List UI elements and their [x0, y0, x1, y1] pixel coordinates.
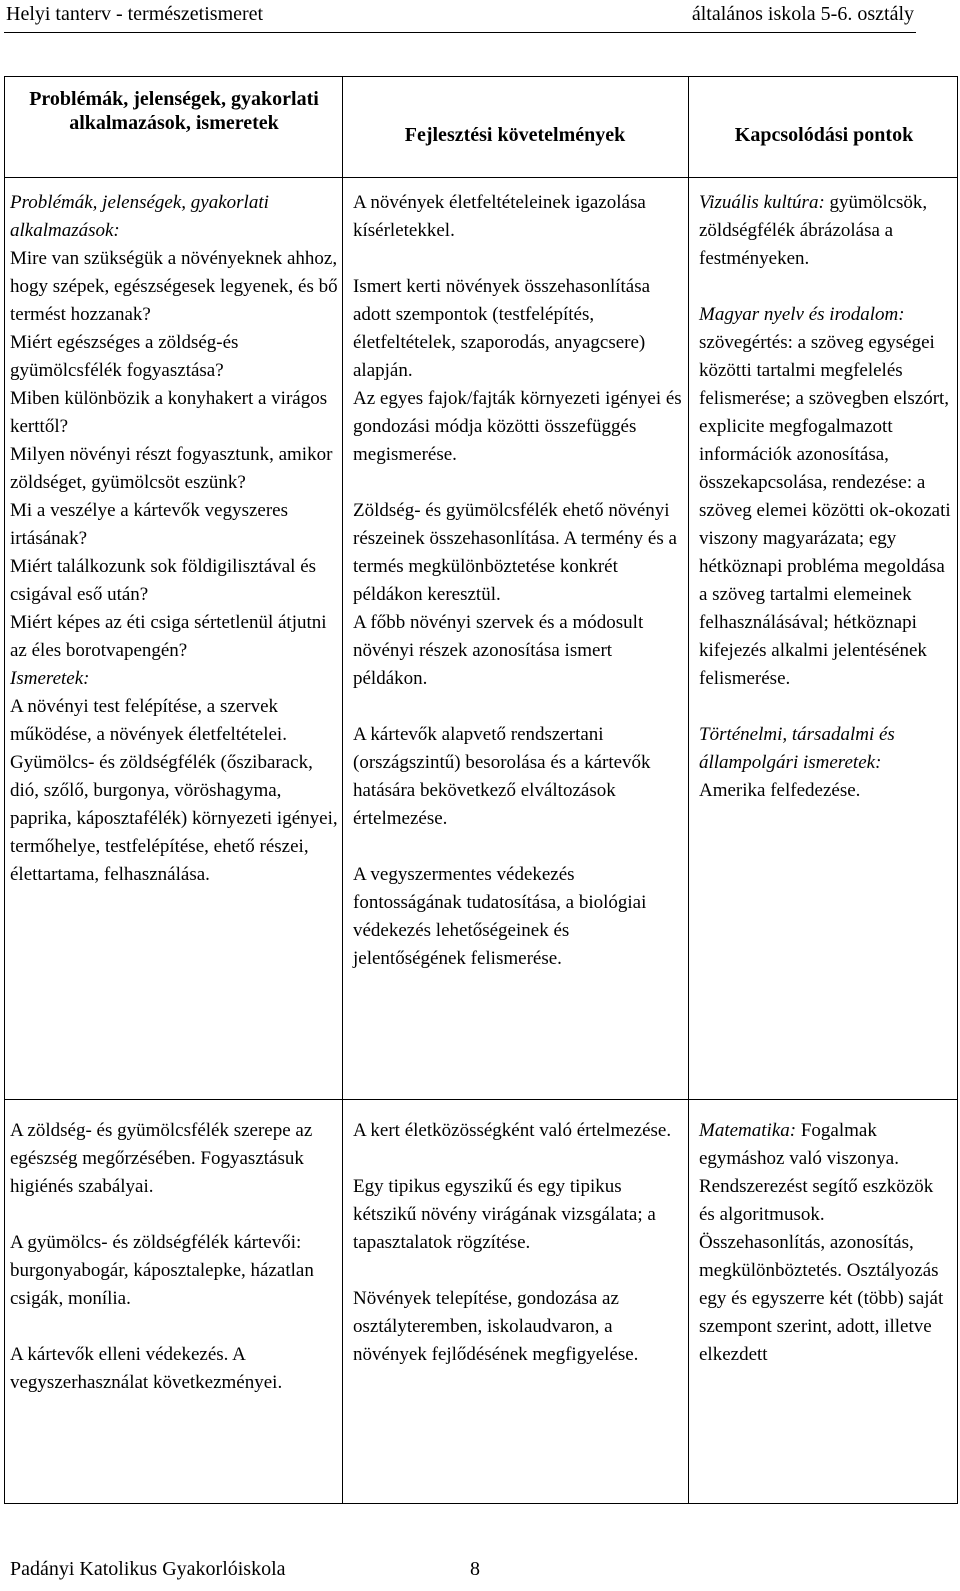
- question-5: Mi a veszélye a kártevők vegyszeres irtásának?: [10, 500, 289, 549]
- question-2: Miért egészséges a zöldség-és gyümölcsfélék fogyasztása?: [10, 332, 239, 381]
- header-rule: [4, 32, 916, 33]
- question-1: Mire van szükségük a növényeknek ahhoz, hogy szépek, egészségesek legyenek, és bő termést hozzanak?: [10, 248, 338, 325]
- page-number: 8: [470, 1558, 480, 1580]
- requirements-cell: [353, 189, 683, 973]
- math-label: Matematika:: [699, 1120, 797, 1141]
- requirement-3: Az egyes fajok/fajták környezeti igényei és gondozási módja közötti összefüggés megismerése.: [353, 388, 682, 465]
- problems-cell: [10, 189, 340, 889]
- question-6: Miért találkozunk sok földigilisztával és csigával eső után?: [10, 556, 317, 605]
- column-header-problems: Problémák, jelenségek, gyakorlati alkalmazások, ismeretek: [29, 88, 319, 134]
- header-right: általános iskola 5-6. osztály: [691, 3, 914, 25]
- connections-continued-cell: [699, 1117, 951, 1369]
- requirement-2: Ismert kerti növények összehasonlítása adott szempontok (testfelépítés, életfeltételek, szaporodás, anyagcsere) alapján.: [353, 276, 651, 381]
- requirement-4: Zöldség- és gyümölcsfélék ehető növényi részeinek összehasonlítása. A termény és a termés megkülönböztetése konkrét példákon keresztül.: [353, 500, 677, 605]
- question-3: Miben különbözik a konyhakert a virágos kerttől?: [10, 388, 328, 437]
- pests-text: A gyümölcs- és zöldségfélék kártevői: burgonyabogár, káposztalepke, házatlan csigák, monília.: [10, 1232, 314, 1309]
- health-role-text: A zöldség- és gyümölcsfélék szerepe az egészség megőrzésében. Fogyasztásuk higiénés szabályai.: [10, 1120, 313, 1197]
- pest-control-text: A kártevők elleni védekezés. A vegyszerhasználat következményei.: [10, 1344, 283, 1393]
- problems-continued-cell: [10, 1117, 340, 1397]
- requirement-9: Egy tipikus egyszikű és egy tipikus kétszikű növény virágának vizsgálata; a tapasztalatok rögzítése.: [353, 1176, 656, 1253]
- page-header: [0, 0, 960, 30]
- requirement-8: A kert életközösségként való értelmezése.: [353, 1120, 672, 1141]
- hungarian-text: szövegértés: a szöveg egységei közötti tartalmi megfelelés felismerése; a szövegben elszórt, explicite megfogalmazott információk azonosítása, összekapcsolása, rendezése: a szöveg elemei közötti ok-okozati viszony magyarázata; egy hétköznapi probléma megoldása a szöveg tartalmi elemeinek felhasználásával; hétköznapi kifejezés alkalmi jelentésének felismerése.: [699, 332, 951, 689]
- header-left: Helyi tanterv - természetismeret: [6, 3, 264, 25]
- knowledge-2: Gyümölcs- és zöldségfélék (őszibarack, dió, szőlő, burgonya, vöröshagyma, paprika, káposztafélék) környezeti igényei, termőhelye, testfelépítése, ehető részei, élettartama, felhasználása.: [10, 752, 338, 885]
- math-text: Fogalmak egymáshoz való viszonya. Rendszerezést segítő eszközök és algoritmusok. Összehasonlítás, azonosítás, megkülönböztetés. Osztályozás egy és egyszerre két (több) saját szempont szerint, adott, illetve elkezdett: [699, 1120, 944, 1365]
- question-7: Miért képes az éti csiga sértetlenül átjutni az éles borotvapengén?: [10, 612, 327, 661]
- requirement-6: A kártevők alapvető rendszertani (országszintű) besorolása és a kártevők hatására bekövetkező elváltozások értelmezése.: [353, 724, 651, 829]
- history-label: Történelmi, társadalmi és állampolgári ismeretek:: [699, 724, 895, 773]
- curriculum-table: [4, 76, 958, 1504]
- column-header-connections: Kapcsolódási pontok: [734, 124, 914, 146]
- hungarian-label: Magyar nyelv és irodalom:: [699, 304, 905, 325]
- column-divider-1: [342, 77, 343, 1503]
- history-text: Amerika felfedezése.: [699, 780, 861, 801]
- requirement-10: Növények telepítése, gondozása az osztályteremben, iskolaudvaron, a növények fejlődésének megfigyelése.: [353, 1288, 639, 1365]
- question-4: Milyen növényi részt fogyasztunk, amikor zöldséget, gyümölcsöt eszünk?: [10, 444, 333, 493]
- problems-label: Problémák, jelenségek, gyakorlati alkalmazások:: [10, 192, 269, 241]
- knowledge-1: A növényi test felépítése, a szervek működése, a növények életfeltételei.: [10, 696, 287, 745]
- footer-school: Padányi Katolikus Gyakorlóiskola: [10, 1558, 286, 1580]
- requirement-7: A vegyszermentes védekezés fontosságának tudatosítása, a biológiai védekezés lehetőségeinek és jelentőségének felismerése.: [353, 864, 647, 969]
- column-divider-2: [688, 77, 689, 1503]
- visual-culture-label: Vizuális kultúra:: [699, 192, 825, 213]
- column-header-requirements: Fejlesztési követelmények: [404, 124, 626, 146]
- requirements-continued-cell: [353, 1117, 683, 1369]
- requirement-5: A főbb növényi szervek és a módosult növényi részek azonosítása ismert példákon.: [353, 612, 644, 689]
- header-row-divider: [5, 177, 957, 178]
- visual-culture-text: gyümölcsök, zöldségfélék ábrázolása a festményeken.: [699, 192, 928, 269]
- requirement-1: A növények életfeltételeinek igazolása kísérletekkel.: [353, 192, 646, 241]
- body-row-divider: [5, 1099, 957, 1100]
- ismeretek-label: Ismeretek:: [10, 668, 90, 689]
- connections-cell: [699, 189, 951, 805]
